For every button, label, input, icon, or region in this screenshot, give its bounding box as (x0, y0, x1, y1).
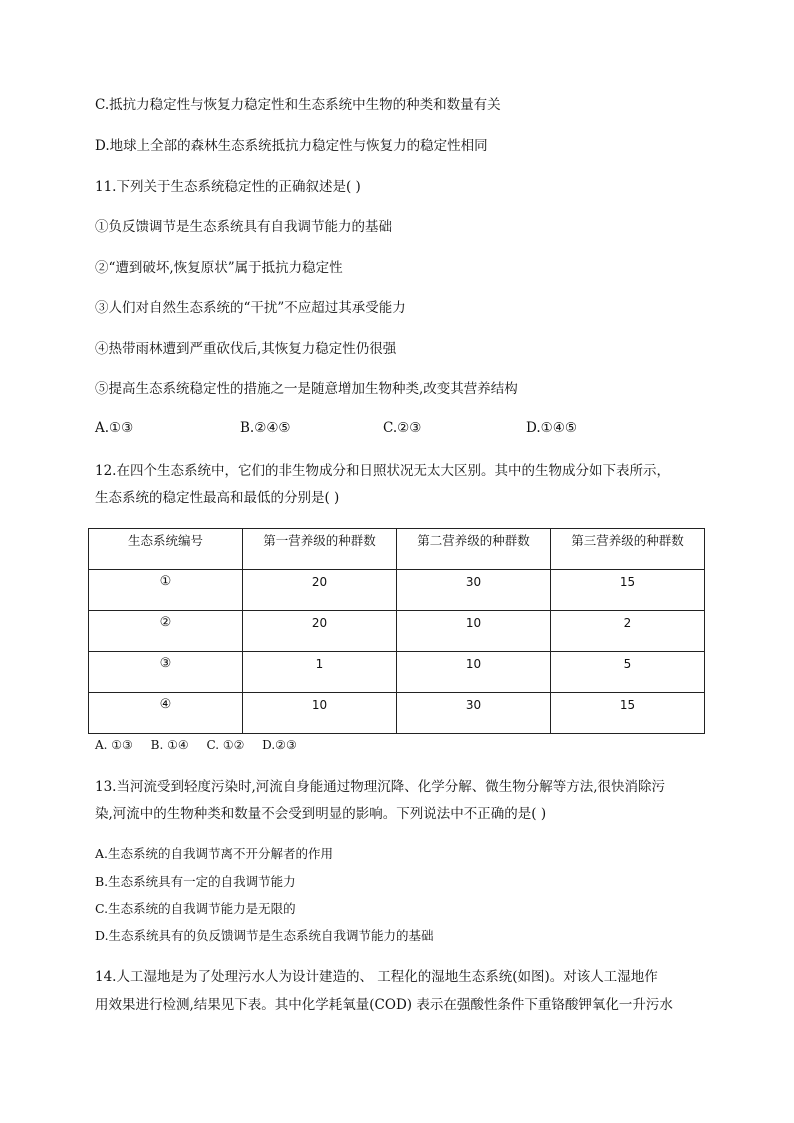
table-header-cell: 第二营养级的种群数 (397, 529, 551, 570)
q13-option-a: A.生态系统的自我调节离不开分解者的作用 (95, 846, 334, 861)
q13-stem-line-1: 13.当河流受到轻度污染时,河流自身能通过物理沉降、化学分解、微生物分解等方法,很快消除污 (95, 779, 666, 795)
table-header-cell: 第三营养级的种群数 (551, 529, 705, 570)
q11-stem: 11.下列关于生态系统稳定性的正确叙述是( ) (95, 179, 361, 195)
table-cell: 10 (243, 693, 397, 734)
table-cell: ③ (89, 652, 243, 693)
table-cell: 15 (551, 693, 705, 734)
q11-item-4: ④热带雨林遭到严重砍伐后,其恢复力稳定性仍很强 (95, 341, 397, 357)
q12-option-a: A. ①③ (95, 738, 133, 752)
q11-option-b: B.②④⑤ (240, 420, 291, 436)
q13-option-d: D.生态系统具有的负反馈调节是生态系统自我调节能力的基础 (95, 928, 434, 943)
q12-option-d: D.②③ (262, 738, 297, 752)
table-header-cell: 第一营养级的种群数 (243, 529, 397, 570)
table-header-cell: 生态系统编号 (89, 529, 243, 570)
table-cell: 10 (397, 652, 551, 693)
table-cell: 30 (397, 570, 551, 611)
q12-stem-line-2: 生态系统的稳定性最高和最低的分别是( ) (95, 490, 340, 506)
q11-item-2: ②“遭到破坏,恢复原状”属于抵抗力稳定性 (95, 260, 343, 276)
q11-option-a: A.①③ (95, 420, 134, 436)
q13-stem-line-2: 染,河流中的生物种类和数量不会受到明显的影响。下列说法中不正确的是( ) (95, 806, 547, 822)
q14-stem-line-1: 14.人工湿地是为了处理污水人为设计建造的、 工程化的湿地生态系统(如图)。对该人工湿地作 (95, 969, 658, 985)
q13-option-c: C.生态系统的自我调节能力是无限的 (95, 901, 296, 916)
q12-table (88, 528, 705, 734)
table-cell: 20 (243, 570, 397, 611)
table-row (89, 652, 705, 693)
table-row (89, 611, 705, 652)
table-cell: 10 (397, 611, 551, 652)
table-row (89, 570, 705, 611)
table-cell: 15 (551, 570, 705, 611)
q10-option-d: D.地球上全部的森林生态系统抵抗力稳定性与恢复力的稳定性相同 (95, 138, 488, 154)
table-cell: ① (89, 570, 243, 611)
table-row (89, 693, 705, 734)
table-header-row (89, 529, 705, 570)
q11-option-c: C.②③ (383, 420, 422, 436)
table-cell: 20 (243, 611, 397, 652)
q12-option-c: C. ①② (206, 738, 245, 752)
q11-item-1: ①负反馈调节是生态系统具有自我调节能力的基础 (95, 219, 392, 235)
table-cell: 2 (551, 611, 705, 652)
q12-stem-line-1: 12.在四个生态系统中，它们的非生物成分和日照状况无太大区别。其中的生物成分如下表所示， (95, 463, 670, 479)
q11-item-5: ⑤提高生态系统稳定性的措施之一是随意增加生物种类,改变其营养结构 (95, 381, 518, 397)
q10-option-c: C.抵抗力稳定性与恢复力稳定性和生态系统中生物的种类和数量有关 (95, 97, 501, 113)
q12-options (95, 738, 311, 752)
table-cell: 5 (551, 652, 705, 693)
q13-option-b: B.生态系统具有一定的自我调节能力 (95, 874, 296, 889)
q12-option-b: B. ①④ (150, 738, 189, 752)
table-cell: 30 (397, 693, 551, 734)
q11-option-d: D.①④⑤ (526, 420, 577, 436)
q11-item-3: ③人们对自然生态系统的“干扰”不应超过其承受能力 (95, 300, 406, 316)
q14-stem-line-2: 用效果进行检测,结果见下表。其中化学耗氧量(COD) 表示在强酸性条件下重铬酸钾氧化一升污水 (95, 997, 673, 1013)
table-cell: 1 (243, 652, 397, 693)
table-cell: ② (89, 611, 243, 652)
table-cell: ④ (89, 693, 243, 734)
q11-options (95, 420, 715, 440)
